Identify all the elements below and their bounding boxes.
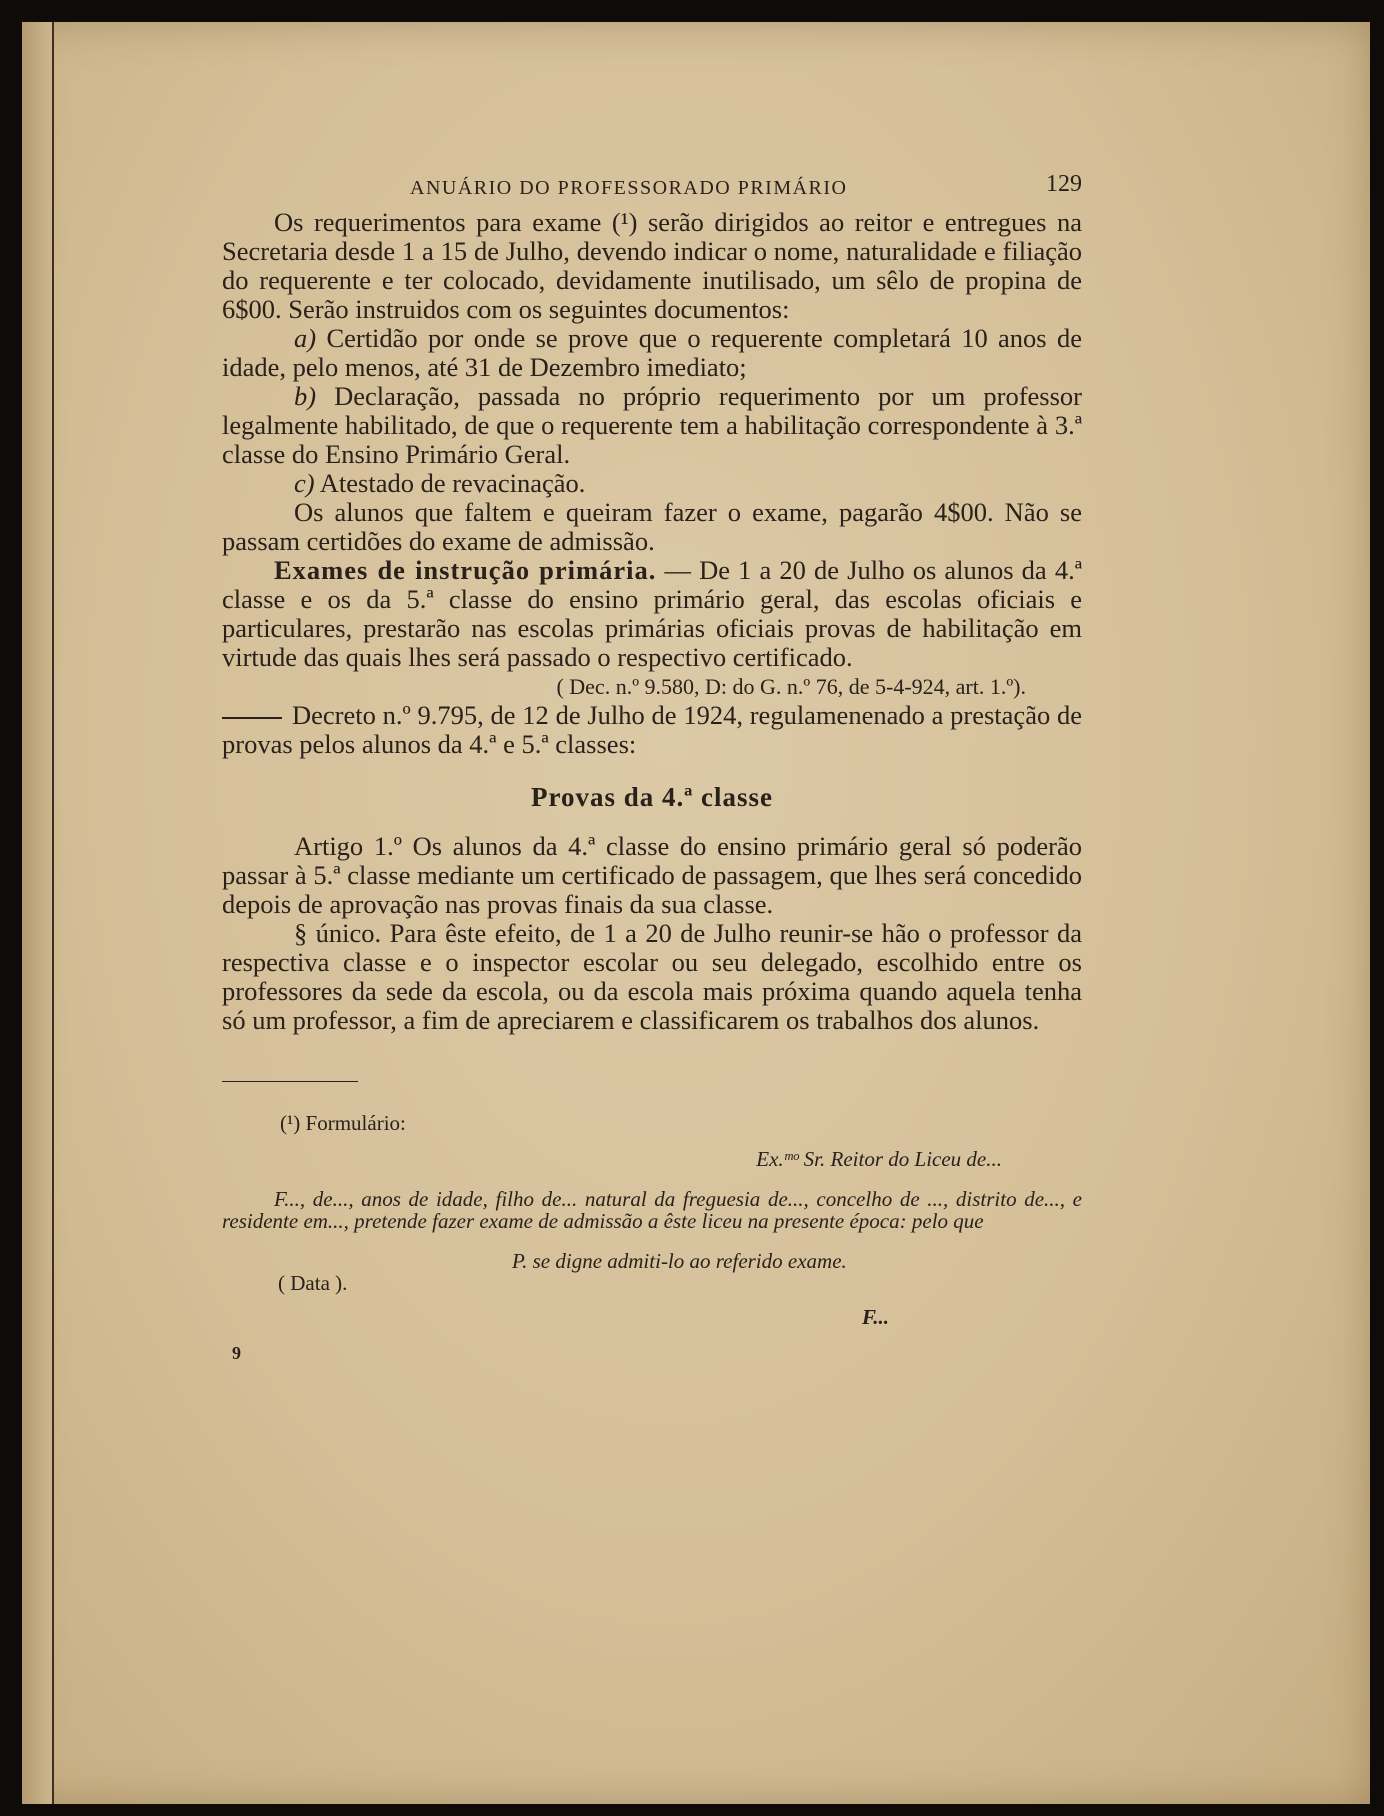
- page-number: 129: [1046, 171, 1082, 197]
- page-fold: [22, 22, 54, 1804]
- paragraph-faltas: Os alunos que faltem e queiram fazer o exame, pagarão 4$00. Não se passam certidões do exame de admissão.: [222, 497, 1082, 556]
- paragraph-requerimentos: Os requerimentos para exame (¹) serão dirigidos ao reitor e entregues na Secretaria desde 1 a 15 de Julho, devendo indicar o nome, naturalidade e filiação do requerente e ter colocado, devidamente inutilisado, um sêlo de propina de 6$00. Serão instruidos com os seguintes documentos:: [222, 207, 1082, 324]
- decree-reference-text: ( Dec. n.º 9.580, D: do G. n.º 76, de 5-4-924, art. 1.º).: [556, 674, 1026, 699]
- footnote-body: F..., de..., anos de idade, filho de... natural da freguesia de..., concelho de ..., distrito de..., e residente em..., pretende fazer exame de admissão a êste liceu na presente época: pelo que: [222, 1187, 1082, 1233]
- decreto-text: Decreto n.º 9.795, de 12 de Julho de 1924, regulamenenado a prestação de provas pelos alunos da 4.ª e 5.ª classes:: [222, 700, 1082, 759]
- item-c: [222, 469, 1082, 498]
- item-a-text: Certidão por onde se prove que o requerente completará 10 anos de idade, pelo menos, até 31 de Dezembro imediato;: [222, 323, 1082, 382]
- item-c-text: Atestado de revacinação.: [319, 468, 586, 498]
- footnote-request: P. se digne admiti-lo ao referido exame.: [512, 1249, 847, 1273]
- paragraph-artigo-1: Artigo 1.º Os alunos da 4.ª classe do ensino primário geral só poderão passar à 5.ª classe mediante um certificado de passagem, que lhes será concedido depois de aprovação nas provas finais da sua classe.: [222, 831, 1082, 919]
- document-body: [222, 170, 1082, 1380]
- section-title: Provas da 4.ª classe: [530, 782, 774, 812]
- item-b: [222, 382, 1082, 469]
- header-title: ANUÁRIO DO PROFESSORADO PRIMÁRIO: [410, 177, 848, 199]
- footnote-signature: F...: [862, 1305, 890, 1329]
- footnote-rule: [222, 1081, 358, 1082]
- paragraph-decreto: [222, 701, 1082, 759]
- footnote-closing: [222, 1250, 1082, 1380]
- decree-reference: [222, 672, 1082, 701]
- item-a-label: a): [294, 323, 317, 353]
- footnote-label: (¹) Formulário:: [280, 1111, 406, 1135]
- em-dash-rule: [222, 717, 282, 719]
- item-c-label: c): [294, 468, 315, 498]
- item-b-text: Declaração, passada no próprio requerimento por um professor legalmente habilitado, de que o requerente tem a habilitação correspondente à 3.ª classe do Ensino Primário Geral.: [222, 381, 1082, 469]
- paragraph-unico: § único. Para êste efeito, de 1 a 20 de Julho reunir-se hão o professor da respectiva classe e o inspector escolar ou seu delegado, escolhido entre os professores da sede da escola, ou da escola mais próxima quando aquela tenha só um professor, a fim de apreciarem e classificarem os trabalhos dos alunos.: [222, 918, 1082, 1035]
- footnote: [222, 1112, 1082, 1380]
- footnote-salutation: Ex.ᵐᵒ Sr. Reitor do Liceu de...: [756, 1147, 1002, 1171]
- paragraph-exames: [222, 556, 1082, 672]
- item-a: [222, 324, 1082, 382]
- exames-text: — De 1 a 20 de Julho os alunos da 4.ª classe e os da 5.ª classe do ensino primário geral, das escolas oficiais e particulares, prestarão nas escolas primárias oficiais provas de habilitação em virtude das quais lhes será passado o respectivo certificado.: [222, 555, 1083, 672]
- exames-heading: Exames de instrução primária.: [274, 555, 657, 585]
- running-header: [222, 170, 1082, 208]
- footnote-date: ( Data ).: [278, 1271, 348, 1295]
- item-b-label: b): [294, 381, 317, 411]
- signature-mark: 9: [232, 1343, 241, 1363]
